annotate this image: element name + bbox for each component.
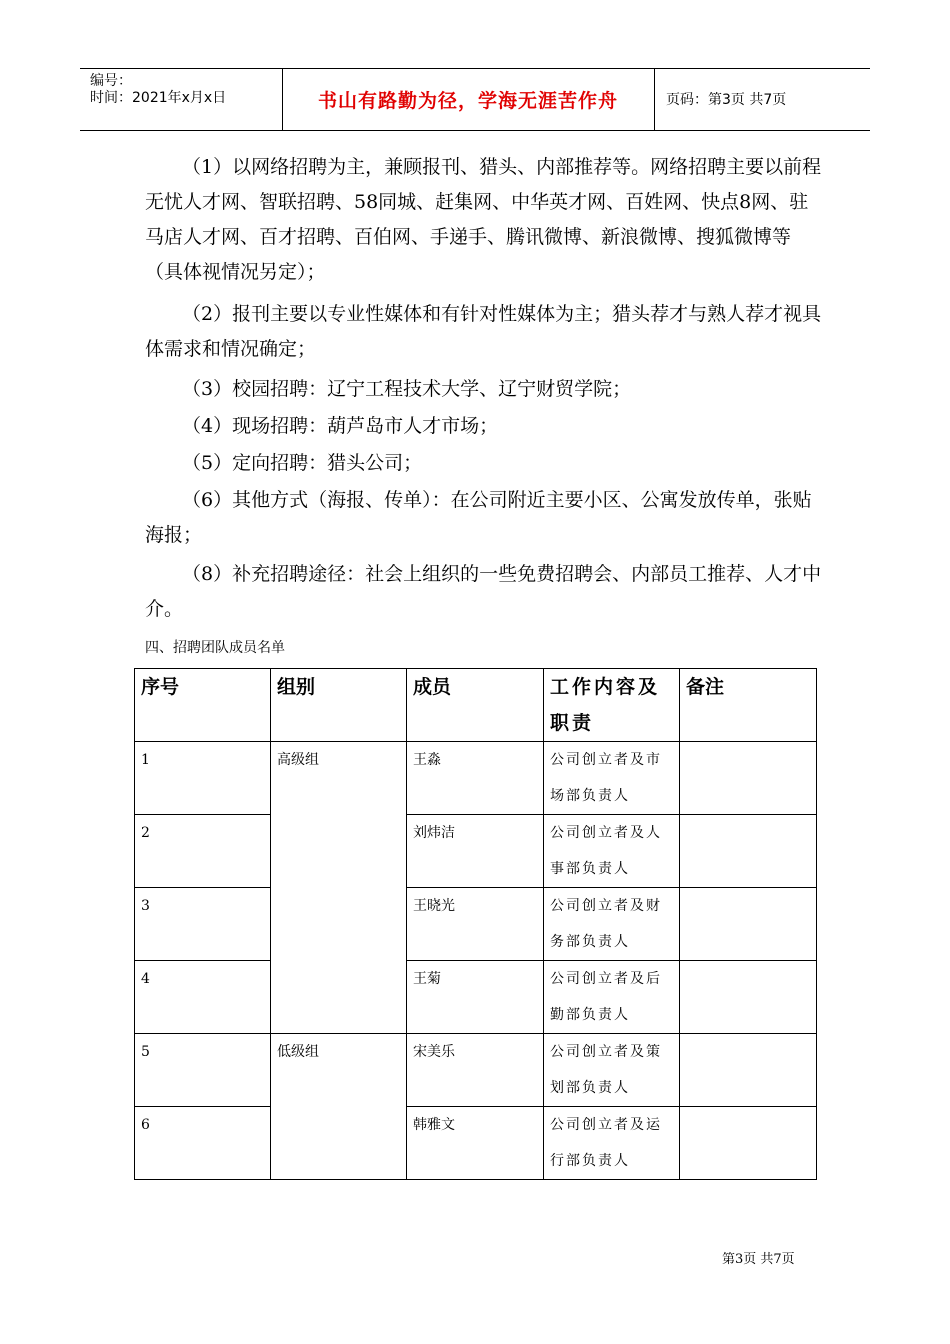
cell-group: 低级组 (271, 1034, 407, 1180)
document-number-label: 编号： (90, 73, 132, 89)
table-header-row (135, 669, 817, 742)
cell-member: 王淼 (407, 742, 544, 815)
cell-duty: 公司创立者及策划部负责人 (544, 1034, 680, 1107)
cell-number: 1 (135, 742, 271, 815)
header-motto: 书山有路勤为径，学海无涯苦作舟 (317, 90, 618, 112)
cell-duty: 公司创立者及后勤部负责人 (544, 961, 680, 1034)
table-row (135, 961, 817, 1034)
paragraph-campus-recruiting: （3）校园招聘：辽宁工程技术大学、辽宁财贸学院； (182, 378, 632, 400)
table-row (135, 742, 817, 815)
column-header-note: 备注 (680, 669, 817, 742)
table-row (135, 815, 817, 888)
cell-member: 韩雅文 (407, 1107, 544, 1180)
cell-number: 4 (135, 961, 271, 1034)
paragraph-onsite-recruiting: （4）现场招聘：葫芦岛市人才市场； (182, 415, 499, 437)
cell-note (680, 742, 817, 815)
cell-number: 2 (135, 815, 271, 888)
page-footer: 第3页 共7页 (722, 1252, 795, 1267)
paragraph-supplementary-channels: （8）补充招聘途径：社会上组织的一些免费招聘会、内部员工推荐、人才中介。 (145, 563, 822, 620)
cell-group: 高级组 (271, 742, 407, 1034)
cell-member: 王晓光 (407, 888, 544, 961)
column-header-member: 成员 (407, 669, 544, 742)
paragraph-newspaper-headhunter: （2）报刊主要以专业性媒体和有针对性媒体为主；猎头荐才与熟人荐才视具体需求和情况确定； (145, 303, 822, 360)
section-title: 四、招聘团队成员名单 (145, 640, 285, 656)
cell-duty: 公司创立者及市场部负责人 (544, 742, 680, 815)
table-row (135, 888, 817, 961)
cell-duty: 公司创立者及运行部负责人 (544, 1107, 680, 1180)
cell-note (680, 815, 817, 888)
header-divider (654, 69, 655, 130)
page-header (80, 68, 870, 131)
cell-member: 刘炜洁 (407, 815, 544, 888)
header-page-info: 页码：第3页 共7页 (666, 92, 787, 108)
column-header-group: 组别 (271, 669, 407, 742)
cell-member: 宋美乐 (407, 1034, 544, 1107)
column-header-number: 序号 (135, 669, 271, 742)
cell-note (680, 961, 817, 1034)
cell-duty: 公司创立者及人事部负责人 (544, 815, 680, 888)
cell-number: 6 (135, 1107, 271, 1180)
paragraph-other-methods: （6）其他方式（海报、传单）：在公司附近主要小区、公寓发放传单，张贴海报； (145, 489, 812, 546)
team-member-table (134, 668, 817, 1180)
cell-number: 3 (135, 888, 271, 961)
cell-note (680, 1034, 817, 1107)
paragraph-online-recruiting: （1）以网络招聘为主，兼顾报刊、猎头、内部推荐等。网络招聘主要以前程无忧人才网、智联招聘、58同城、赶集网、中华英才网、百姓网、快点8网、驻马店人才网、百才招聘、百伯网、手递手、腾讯微博、新浪微博、搜狐微博等（具体视情况另定）； (145, 156, 822, 283)
cell-note (680, 888, 817, 961)
table-row (135, 1107, 817, 1180)
table-row (135, 1034, 817, 1107)
paragraph-directed-recruiting: （5）定向招聘：猎头公司； (182, 452, 423, 474)
cell-note (680, 1107, 817, 1180)
column-header-duty: 工作内容及职责 (544, 669, 680, 742)
cell-duty: 公司创立者及财务部负责人 (544, 888, 680, 961)
header-left (90, 73, 226, 107)
cell-member: 王菊 (407, 961, 544, 1034)
cell-number: 5 (135, 1034, 271, 1107)
document-time-label: 时间：2021年x月x日 (90, 90, 227, 106)
